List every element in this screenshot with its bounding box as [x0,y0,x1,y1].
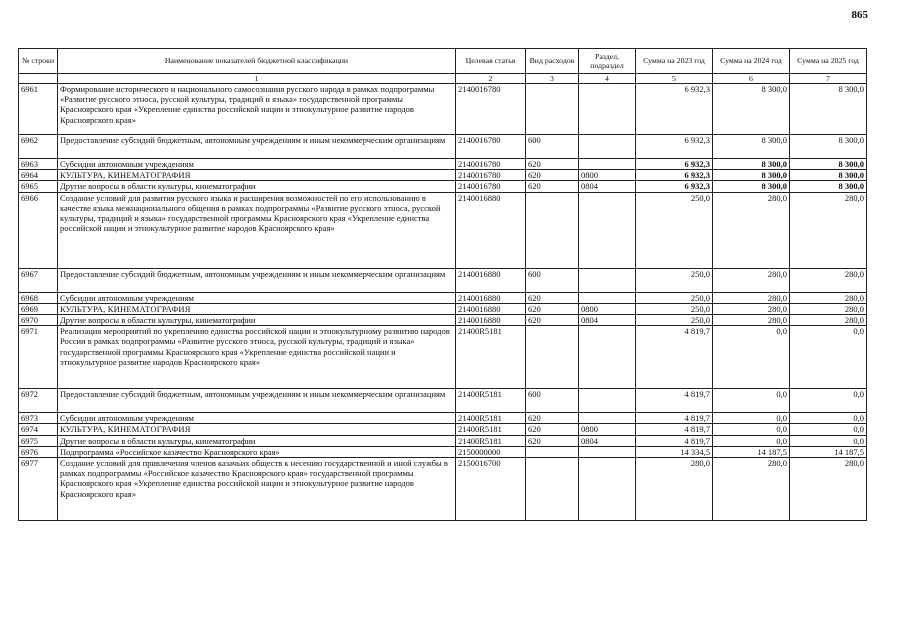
row-section: 0804 [579,315,636,326]
row-number: 6968 [19,292,58,303]
row-sum-2025: 0,0 [790,435,867,446]
row-target-code: 2140016780 [456,159,526,170]
budget-table [18,48,867,521]
row-target-code: 2140016880 [456,315,526,326]
row-sum-2023: 6 932,3 [636,159,713,170]
row-target-code: 2140016880 [456,292,526,303]
table-row [19,181,867,192]
header-type: Вид расходов [526,49,579,74]
row-target-code: 2150016700 [456,458,526,521]
row-number: 6963 [19,159,58,170]
row-expense-type: 620 [526,170,579,181]
row-sum-2024: 0,0 [713,326,790,389]
row-target-code: 2140016880 [456,303,526,314]
row-section: 0800 [579,424,636,435]
header-section: Раздел, подраздел [579,49,636,74]
row-target-code: 21400R5181 [456,424,526,435]
row-target-code: 2140016780 [456,135,526,159]
row-name: Другие вопросы в области культуры, кинематографии [58,181,456,192]
row-section [579,446,636,457]
row-section: 0800 [579,303,636,314]
row-section: 0804 [579,181,636,192]
row-target-code: 21400R5181 [456,326,526,389]
row-expense-type: 620 [526,413,579,424]
row-sum-2024: 0,0 [713,389,790,413]
row-name: Формирование исторического и национального самосознания русского народа в рамках подпрограммы «Развитие русского этноса, русской культуры, традиций и языка» государственной программы Красноярского края «Укрепление единства российской нации и этнокультурное развитие народов Красноярского края» [58,84,456,135]
row-name: КУЛЬТУРА, КИНЕМАТОГРАФИЯ [58,303,456,314]
row-sum-2024: 280,0 [713,268,790,292]
row-number: 6966 [19,192,58,268]
table-row [19,159,867,170]
row-sum-2025: 0,0 [790,326,867,389]
row-section [579,268,636,292]
row-target-code: 2140016780 [456,84,526,135]
table-row [19,170,867,181]
column-number: 5 [636,74,713,84]
row-sum-2023: 6 932,3 [636,84,713,135]
row-sum-2024: 8 300,0 [713,135,790,159]
table-row [19,435,867,446]
row-sum-2023: 250,0 [636,292,713,303]
table-row [19,84,867,135]
row-sum-2025: 280,0 [790,303,867,314]
row-name: КУЛЬТУРА, КИНЕМАТОГРАФИЯ [58,424,456,435]
table-row [19,268,867,292]
row-sum-2024: 0,0 [713,424,790,435]
row-expense-type: 620 [526,424,579,435]
header-name: Наименование показателей бюджетной классификации [58,49,456,74]
table-row [19,458,867,521]
row-expense-type: 600 [526,268,579,292]
row-sum-2023: 250,0 [636,315,713,326]
row-sum-2024: 280,0 [713,458,790,521]
table-row [19,303,867,314]
table-row [19,424,867,435]
row-sum-2025: 14 187,5 [790,446,867,457]
row-number: 6961 [19,84,58,135]
row-expense-type: 620 [526,435,579,446]
row-name: Реализация мероприятий по укреплению единства российской нации и этнокультурному развитию народов России в рамках подпрограммы «Развитие русского этноса, русской культуры, традиций и языка» государственной программы Красноярского края «Укрепление единства российской нации и этнокультурное развитие народов Красноярского края» [58,326,456,389]
column-number-row [19,74,867,84]
row-sum-2023: 4 819,7 [636,389,713,413]
column-number: 6 [713,74,790,84]
row-section [579,389,636,413]
row-sum-2025: 280,0 [790,192,867,268]
row-section [579,413,636,424]
row-name: Субсидии автономным учреждениям [58,413,456,424]
row-sum-2025: 8 300,0 [790,159,867,170]
row-sum-2023: 4 819,7 [636,435,713,446]
row-sum-2025: 280,0 [790,315,867,326]
row-sum-2023: 250,0 [636,303,713,314]
row-number: 6975 [19,435,58,446]
row-target-code: 2140016780 [456,170,526,181]
row-sum-2025: 280,0 [790,292,867,303]
row-sum-2024: 280,0 [713,315,790,326]
header-no: № строки [19,49,58,74]
row-section [579,135,636,159]
row-expense-type [526,446,579,457]
row-number: 6970 [19,315,58,326]
row-sum-2024: 14 187,5 [713,446,790,457]
row-section [579,192,636,268]
row-expense-type: 600 [526,135,579,159]
row-target-code: 2140016880 [456,192,526,268]
table-row [19,326,867,389]
row-sum-2025: 8 300,0 [790,170,867,181]
table-row [19,192,867,268]
row-target-code: 21400R5181 [456,435,526,446]
row-number: 6965 [19,181,58,192]
row-name: Создание условий для привлечения членов казачьих обществ к несению государственной и иной службы в рамках подпрограммы «Российское казачество Красноярского края» государственной программы Красноярского края «Укрепление единства российской нации и этнокультурное развитие народов Красноярского края» [58,458,456,521]
row-sum-2023: 6 932,3 [636,170,713,181]
row-sum-2024: 280,0 [713,303,790,314]
row-sum-2023: 4 819,7 [636,424,713,435]
row-target-code: 21400R5181 [456,413,526,424]
header-row [19,49,867,74]
table-row [19,135,867,159]
row-expense-type: 620 [526,303,579,314]
column-number: 2 [456,74,526,84]
row-sum-2023: 4 819,7 [636,326,713,389]
table-row [19,292,867,303]
row-sum-2024: 0,0 [713,435,790,446]
row-number: 6967 [19,268,58,292]
row-sum-2024: 280,0 [713,292,790,303]
row-name: Другие вопросы в области культуры, кинематографии [58,315,456,326]
row-sum-2024: 8 300,0 [713,181,790,192]
column-number: 4 [579,74,636,84]
row-sum-2024: 8 300,0 [713,159,790,170]
row-section [579,292,636,303]
row-section [579,458,636,521]
row-target-code: 21400R5181 [456,389,526,413]
row-sum-2023: 250,0 [636,192,713,268]
row-sum-2025: 8 300,0 [790,135,867,159]
table-row [19,413,867,424]
row-expense-type: 620 [526,181,579,192]
row-name: Предоставление субсидий бюджетным, автономным учреждениям и иным некоммерческим организациям [58,135,456,159]
row-sum-2025: 0,0 [790,413,867,424]
column-number: 3 [526,74,579,84]
row-section: 0804 [579,435,636,446]
row-target-code: 2140016880 [456,268,526,292]
row-number: 6974 [19,424,58,435]
header-code: Целевая статья [456,49,526,74]
row-expense-type [526,458,579,521]
row-name: Другие вопросы в области культуры, кинематографии [58,435,456,446]
row-name: Субсидии автономным учреждениям [58,292,456,303]
row-name: КУЛЬТУРА, КИНЕМАТОГРАФИЯ [58,170,456,181]
row-sum-2024: 0,0 [713,413,790,424]
row-sum-2023: 4 819,7 [636,413,713,424]
table-row [19,389,867,413]
row-number: 6973 [19,413,58,424]
row-sum-2025: 8 300,0 [790,181,867,192]
row-sum-2023: 14 334,5 [636,446,713,457]
row-expense-type: 600 [526,389,579,413]
row-sum-2025: 0,0 [790,389,867,413]
row-expense-type: 620 [526,292,579,303]
row-number: 6972 [19,389,58,413]
row-sum-2023: 250,0 [636,268,713,292]
column-number [19,74,58,84]
row-section [579,84,636,135]
row-expense-type [526,192,579,268]
row-expense-type: 620 [526,315,579,326]
row-name: Предоставление субсидий бюджетным, автономным учреждениям и иным некоммерческим организациям [58,389,456,413]
row-sum-2025: 0,0 [790,424,867,435]
row-expense-type: 620 [526,159,579,170]
header-sum-2023: Сумма на 2023 год [636,49,713,74]
row-sum-2024: 8 300,0 [713,84,790,135]
row-sum-2024: 8 300,0 [713,170,790,181]
row-sum-2024: 280,0 [713,192,790,268]
row-number: 6964 [19,170,58,181]
row-number: 6962 [19,135,58,159]
column-number: 7 [790,74,867,84]
row-sum-2025: 280,0 [790,268,867,292]
header-sum-2025: Сумма на 2025 год [790,49,867,74]
row-section: 0800 [579,170,636,181]
row-sum-2023: 280,0 [636,458,713,521]
row-sum-2025: 280,0 [790,458,867,521]
row-expense-type [526,84,579,135]
row-name: Субсидии автономным учреждениям [58,159,456,170]
row-number: 6969 [19,303,58,314]
row-number: 6977 [19,458,58,521]
table-row [19,446,867,457]
row-sum-2025: 8 300,0 [790,84,867,135]
row-sum-2023: 6 932,3 [636,135,713,159]
row-expense-type [526,326,579,389]
page-number: 865 [851,9,868,21]
row-number: 6971 [19,326,58,389]
row-sum-2023: 6 932,3 [636,181,713,192]
header-sum-2024: Сумма на 2024 год [713,49,790,74]
row-target-code: 2150000000 [456,446,526,457]
row-section [579,159,636,170]
table-row [19,315,867,326]
row-name: Предоставление субсидий бюджетным, автономным учреждениям и иным некоммерческим организациям [58,268,456,292]
row-name: Подпрограмма «Российское казачество Красноярского края» [58,446,456,457]
row-number: 6976 [19,446,58,457]
row-name: Создание условий для развития русского языка и расширения возможностей по его использованию в качестве языка межнационального общения в рамках подпрограммы «Развитие русского этноса, русской культуры, традиций и языка» государственной программы Красноярского края «Укрепление единства российской нации и этнокультурное развитие народов Красноярского края» [58,192,456,268]
row-target-code: 2140016780 [456,181,526,192]
column-number: 1 [58,74,456,84]
row-section [579,326,636,389]
